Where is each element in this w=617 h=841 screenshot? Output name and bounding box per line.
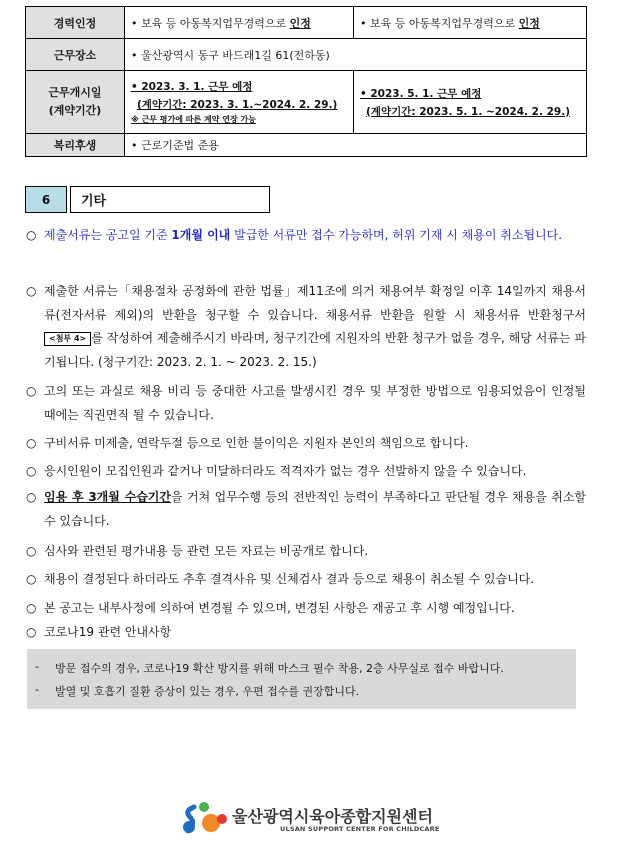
list-item-dismissal <box>26 380 586 427</box>
location-cell: • 울산광역시 동구 바드래1길 61(전하동) <box>125 39 587 71</box>
info-table <box>25 6 587 157</box>
covid-notice-line <box>35 660 504 676</box>
text-part: 를 작성하여 제출해주시기 바라며, 청구기간에 지원자의 반환 청구가 없을 경우, 해당 서류는 파기됩니다. (청구기간: 2023. 2. 1. ~ 2023. 2. 15.) <box>44 331 586 369</box>
list-item-covid-heading <box>26 619 586 645</box>
section-title: 기타 <box>70 186 270 213</box>
list-item-text <box>44 222 586 248</box>
list-item-probation <box>26 486 586 533</box>
career-emph-right: 인정 <box>518 16 540 30</box>
career-text-left: • 보육 등 아동복지업무경력으로 <box>131 16 290 30</box>
list-item-text: 채용이 결정된다 하더라도 추후 결격사유 및 신체검사 결과 등으로 채용이 취소될 수 있습니다. <box>44 572 535 586</box>
list-item-cancellation <box>26 566 586 592</box>
text-part: 을 거쳐 업무수행 등의 전반적인 능력이 부족하다고 판단될 경우 채용을 취소할 수 있습니다. <box>44 490 587 528</box>
list-item-confidentiality <box>26 538 586 564</box>
circle-bullet-icon: ○ <box>26 544 37 558</box>
list-item-no-selection <box>26 458 586 484</box>
table-row-location <box>26 39 587 71</box>
circle-bullet-icon: ○ <box>26 384 37 398</box>
text-emph: 임용 후 3개월 수습기간 <box>44 490 171 504</box>
career-text-right: • 보육 등 아동복지업무경력으로 <box>360 16 519 30</box>
table-row-welfare <box>26 134 587 157</box>
start-date-left: • 2023. 3. 1. 근무 예정 <box>131 81 253 93</box>
contract-period-right: (계약기간: 2023. 5. 1. ~2024. 2. 29.) <box>366 105 571 118</box>
covid-notice-text: 방문 접수의 경우, 코로나19 확산 방지를 위해 마스크 필수 착용, 2층 사무실로 접수 바랍니다. <box>55 662 504 675</box>
header-start-date-line2: (계약기간) <box>48 104 102 117</box>
circle-bullet-icon: ○ <box>26 572 37 586</box>
welfare-cell: • 근로기준법 준용 <box>125 134 587 157</box>
text-part: 발급한 서류만 접수 가능하며, 허위 기재 시 채용이 취소됩니다. <box>230 228 563 242</box>
circle-bullet-icon: ○ <box>26 625 37 639</box>
table-row-career <box>26 7 587 39</box>
list-item-text <box>44 280 586 374</box>
org-name: 울산광역시육아종합지원센터 <box>232 807 433 826</box>
covid-notice-box <box>27 649 576 709</box>
career-emph-left: 인정 <box>289 16 311 30</box>
list-item-text: 심사와 관련된 평가내용 등 관련 모든 자료는 비공개로 합니다. <box>44 544 369 558</box>
list-item-applicant-responsibility <box>26 430 586 456</box>
circle-bullet-icon: ○ <box>26 490 37 504</box>
list-item-text <box>44 486 586 533</box>
contract-extension-note: ※ 근무 평가에 따른 계약 연장 가능 <box>131 115 256 124</box>
circle-bullet-icon: ○ <box>26 284 37 298</box>
circle-bullet-icon: ○ <box>26 601 37 615</box>
covid-notice-text: 발열 및 호흡기 질환 증상이 있는 경우, 우편 접수를 권장합니다. <box>55 685 360 698</box>
list-item-text: 코로나19 관련 안내사항 <box>44 625 172 639</box>
career-cell-left <box>125 7 354 39</box>
list-item-text: 고의 또는 과실로 채용 비리 등 중대한 사고를 발생시킨 경우 및 부정한 방법으로 임용되었음이 인정될 때에는 직권면직 될 수 있습니다. <box>44 384 586 422</box>
list-item-document-validity <box>26 222 586 248</box>
list-item-text: 구비서류 미제출, 연락두절 등으로 인한 불이익은 지원자 본인의 책임으로 합니다. <box>44 436 469 450</box>
row-header-career: 경력인정 <box>26 7 125 39</box>
attachment-tag: <첨부 4> <box>44 332 91 346</box>
text-part: 제출서류는 공고일 기준 <box>44 228 172 242</box>
list-item-document-return <box>26 280 586 374</box>
table-row-start-date <box>26 71 587 134</box>
list-item-text: 본 공고는 내부사정에 의하여 변경될 수 있으며, 변경된 사항은 재공고 후 시행 예정입니다. <box>44 601 515 615</box>
list-item-text: 응시인원이 모집인원과 같거나 미달하더라도 적격자가 없는 경우 선발하지 않을 수 있습니다. <box>44 464 527 478</box>
career-cell-right <box>354 7 587 39</box>
row-header-start-date <box>26 71 125 134</box>
header-start-date-line1: 근무개시일 <box>48 86 102 99</box>
covid-notice-line <box>35 683 359 699</box>
start-date-right: • 2023. 5. 1. 근무 예정 <box>360 87 482 100</box>
org-logo <box>180 797 480 837</box>
circle-bullet-icon: ○ <box>26 464 37 478</box>
dash-bullet: - <box>35 660 39 673</box>
list-item-notice-change <box>26 595 586 621</box>
section-number: 6 <box>25 186 67 213</box>
circle-bullet-icon: ○ <box>26 228 37 242</box>
contract-period-left: (계약기간: 2023. 3. 1.~2024. 2. 29.) <box>137 99 338 111</box>
text-emph: 1개월 이내 <box>171 228 231 242</box>
org-name-english: ULSAN SUPPORT CENTER FOR CHILDCARE <box>280 825 440 833</box>
circle-bullet-icon: ○ <box>26 436 37 450</box>
child-care-logo-icon <box>180 801 230 835</box>
row-header-welfare: 복리후생 <box>26 134 125 157</box>
text-part: 제출한 서류는「채용절차 공정화에 관한 법률」제11조에 의거 채용여부 확정일 이후 14일까지 채용서류(전자서류 제외)의 반환을 청구할 수 있습니다. 채용서류 반환을 원할 시 채용서류 반환청구서 <box>44 284 586 322</box>
start-date-cell-right <box>354 71 587 134</box>
dash-bullet: - <box>35 683 39 696</box>
start-date-cell-left <box>125 71 354 134</box>
row-header-location: 근무장소 <box>26 39 125 71</box>
